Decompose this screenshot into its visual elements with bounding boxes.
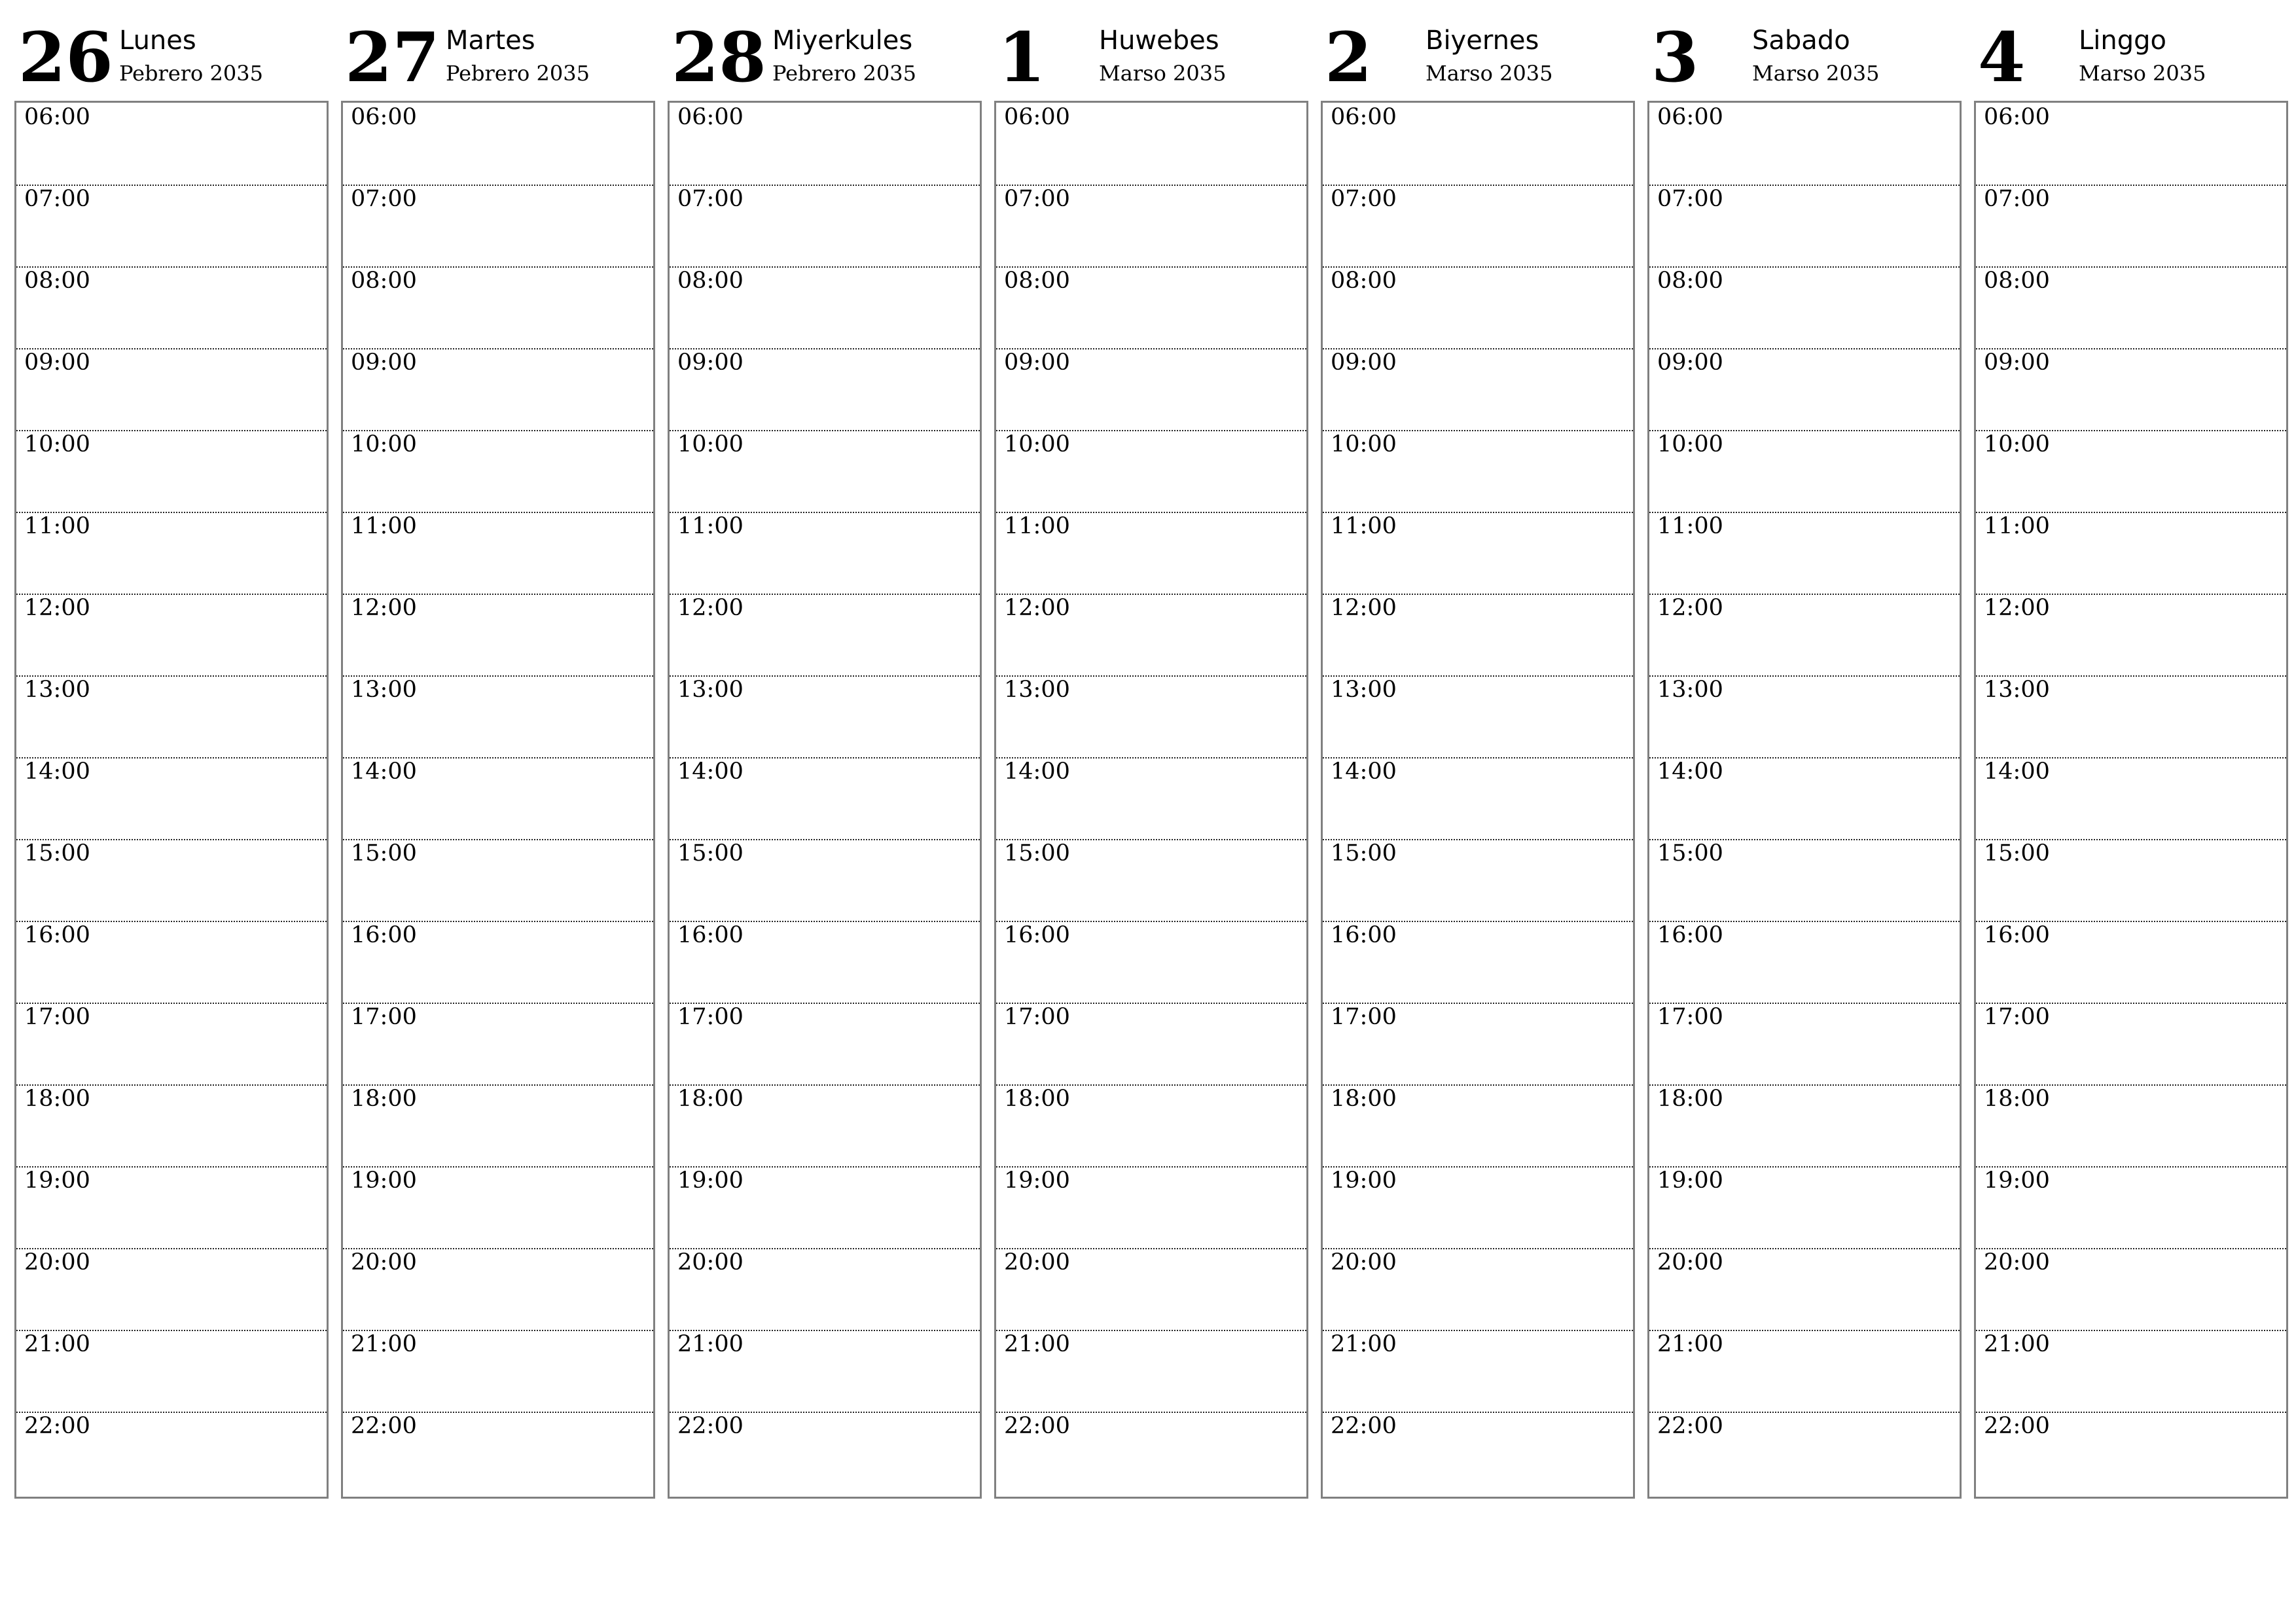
- hour-slot[interactable]: [1323, 1330, 1633, 1413]
- hour-slot[interactable]: [670, 1003, 980, 1086]
- hour-label: 13:00: [1984, 677, 2050, 703]
- hour-slot[interactable]: [1976, 1412, 2286, 1493]
- hour-slot[interactable]: [1323, 512, 1633, 595]
- month-year: Pebrero 2035: [446, 61, 590, 86]
- hour-slot[interactable]: [996, 1166, 1306, 1249]
- day-column: [341, 12, 654, 1499]
- hour-slot[interactable]: [996, 266, 1306, 349]
- hour-slot[interactable]: [1976, 348, 2286, 431]
- hour-slot[interactable]: [1649, 1248, 1960, 1331]
- hour-slot[interactable]: [996, 1412, 1306, 1493]
- day-column: [668, 12, 980, 1499]
- hour-label: 13:00: [1657, 677, 1723, 703]
- hour-slot[interactable]: [343, 839, 653, 922]
- hour-label: 17:00: [1331, 1004, 1397, 1030]
- hour-label: 16:00: [677, 922, 744, 948]
- hour-slot[interactable]: [1976, 266, 2286, 349]
- day-schedule-box: [341, 101, 655, 1499]
- day-schedule-box: [1321, 101, 1635, 1499]
- day-number: 3: [1651, 17, 1699, 98]
- hour-label: 20:00: [1984, 1249, 2050, 1275]
- hour-slot[interactable]: [1976, 594, 2286, 677]
- hour-slot[interactable]: [16, 921, 327, 1004]
- hour-label: 17:00: [1984, 1004, 2050, 1030]
- hour-label: 07:00: [351, 186, 417, 212]
- hour-label: 06:00: [351, 104, 417, 130]
- hour-label: 08:00: [351, 268, 417, 294]
- hour-slot[interactable]: [16, 1412, 327, 1493]
- hour-label: 07:00: [1657, 186, 1723, 212]
- hour-label: 11:00: [677, 513, 744, 539]
- hour-label: 18:00: [677, 1086, 744, 1112]
- hour-slot[interactable]: [1649, 348, 1960, 431]
- hour-slot[interactable]: [16, 512, 327, 595]
- hour-slot[interactable]: [343, 1248, 653, 1331]
- hour-label: 08:00: [1657, 268, 1723, 294]
- hour-label: 06:00: [1657, 104, 1723, 130]
- hour-slot[interactable]: [1649, 921, 1960, 1004]
- day-name: Huwebes: [1099, 26, 1219, 56]
- hour-slot[interactable]: [16, 839, 327, 922]
- hour-label: 22:00: [1984, 1413, 2050, 1439]
- hour-label: 07:00: [677, 186, 744, 212]
- hour-slot[interactable]: [1323, 594, 1633, 677]
- day-name: Martes: [446, 26, 535, 56]
- hour-slot[interactable]: [16, 675, 327, 758]
- hour-label: 22:00: [1004, 1413, 1070, 1439]
- hour-slot[interactable]: [1649, 839, 1960, 922]
- hour-slot[interactable]: [670, 1412, 980, 1493]
- month-year: Marso 2035: [1752, 61, 1880, 86]
- hour-label: 18:00: [1331, 1086, 1397, 1112]
- hour-label: 06:00: [1984, 104, 2050, 130]
- hour-label: 14:00: [1331, 758, 1397, 785]
- hour-slot[interactable]: [1649, 594, 1960, 677]
- day-schedule-box: [994, 101, 1308, 1499]
- hour-label: 07:00: [1984, 186, 2050, 212]
- hour-label: 17:00: [351, 1004, 417, 1030]
- hour-slot[interactable]: [1649, 757, 1960, 840]
- day-number: 4: [1978, 17, 2026, 98]
- hour-label: 08:00: [677, 268, 744, 294]
- hour-label: 19:00: [1984, 1168, 2050, 1194]
- hour-slot[interactable]: [343, 185, 653, 268]
- hour-slot[interactable]: [1323, 1166, 1633, 1249]
- hour-slot[interactable]: [996, 185, 1306, 268]
- hour-slot[interactable]: [1976, 1166, 2286, 1249]
- hour-slot[interactable]: [996, 594, 1306, 677]
- hour-label: 07:00: [1004, 186, 1070, 212]
- hour-label: 10:00: [1331, 431, 1397, 457]
- hour-label: 09:00: [1331, 349, 1397, 376]
- hour-label: 09:00: [351, 349, 417, 376]
- day-schedule-box: [1647, 101, 1962, 1499]
- day-name: Lunes: [119, 26, 196, 56]
- hour-slot[interactable]: [1323, 1084, 1633, 1168]
- hour-label: 20:00: [1004, 1249, 1070, 1275]
- day-header: [1974, 12, 2287, 101]
- hour-label: 19:00: [1004, 1168, 1070, 1194]
- hour-slot[interactable]: [670, 675, 980, 758]
- day-header: [994, 12, 1307, 101]
- hour-label: 17:00: [24, 1004, 90, 1030]
- day-column: [994, 12, 1307, 1499]
- hour-label: 11:00: [1331, 513, 1397, 539]
- hour-label: 16:00: [1331, 922, 1397, 948]
- hour-slot[interactable]: [670, 266, 980, 349]
- hour-label: 07:00: [24, 186, 90, 212]
- hour-slot[interactable]: [16, 1166, 327, 1249]
- hour-slot[interactable]: [1649, 1166, 1960, 1249]
- hour-label: 12:00: [1984, 595, 2050, 621]
- hour-label: 14:00: [1657, 758, 1723, 785]
- hour-slot[interactable]: [996, 512, 1306, 595]
- hour-label: 14:00: [677, 758, 744, 785]
- hour-slot[interactable]: [16, 185, 327, 268]
- day-number: 28: [672, 17, 766, 98]
- hour-slot[interactable]: [670, 430, 980, 513]
- hour-slot[interactable]: [670, 1166, 980, 1249]
- hour-label: 10:00: [24, 431, 90, 457]
- day-number: 26: [18, 17, 113, 98]
- hour-label: 20:00: [677, 1249, 744, 1275]
- day-schedule-box: [1974, 101, 2288, 1499]
- day-header: [341, 12, 654, 101]
- hour-slot[interactable]: [1323, 675, 1633, 758]
- hour-slot[interactable]: [670, 757, 980, 840]
- day-schedule-box: [668, 101, 982, 1499]
- hour-slot[interactable]: [343, 1166, 653, 1249]
- day-number: 27: [345, 17, 440, 98]
- hour-slot[interactable]: [1649, 1412, 1960, 1493]
- hour-slot[interactable]: [1323, 185, 1633, 268]
- hour-label: 13:00: [24, 677, 90, 703]
- hour-slot[interactable]: [343, 1412, 653, 1493]
- day-name: Sabado: [1752, 26, 1850, 56]
- hour-slot[interactable]: [1976, 1330, 2286, 1413]
- hour-slot[interactable]: [1323, 839, 1633, 922]
- hour-slot[interactable]: [16, 757, 327, 840]
- hour-label: 13:00: [677, 677, 744, 703]
- hour-slot[interactable]: [343, 103, 653, 186]
- day-name: Miyerkules: [772, 26, 913, 56]
- hour-label: 18:00: [1004, 1086, 1070, 1112]
- hour-slot[interactable]: [1976, 839, 2286, 922]
- hour-slot[interactable]: [1976, 1248, 2286, 1331]
- hour-label: 10:00: [677, 431, 744, 457]
- hour-label: 19:00: [24, 1168, 90, 1194]
- hour-label: 11:00: [1657, 513, 1723, 539]
- hour-label: 17:00: [677, 1004, 744, 1030]
- hour-label: 20:00: [1657, 1249, 1723, 1275]
- hour-label: 10:00: [351, 431, 417, 457]
- hour-slot[interactable]: [343, 757, 653, 840]
- hour-slot[interactable]: [1649, 1084, 1960, 1168]
- day-name: Biyernes: [1426, 26, 1539, 56]
- hour-label: 22:00: [1657, 1413, 1723, 1439]
- hour-slot[interactable]: [343, 512, 653, 595]
- hour-label: 18:00: [1657, 1086, 1723, 1112]
- hour-label: 22:00: [1331, 1413, 1397, 1439]
- hour-label: 13:00: [351, 677, 417, 703]
- hour-slot[interactable]: [343, 348, 653, 431]
- hour-slot[interactable]: [1323, 921, 1633, 1004]
- hour-label: 15:00: [677, 840, 744, 866]
- hour-label: 06:00: [24, 104, 90, 130]
- hour-label: 11:00: [1984, 513, 2050, 539]
- hour-label: 15:00: [1984, 840, 2050, 866]
- hour-slot[interactable]: [1649, 430, 1960, 513]
- hour-label: 20:00: [24, 1249, 90, 1275]
- hour-label: 17:00: [1004, 1004, 1070, 1030]
- hour-slot[interactable]: [996, 1330, 1306, 1413]
- hour-label: 11:00: [24, 513, 90, 539]
- hour-slot[interactable]: [996, 1003, 1306, 1086]
- hour-label: 10:00: [1004, 431, 1070, 457]
- hour-label: 21:00: [1984, 1331, 2050, 1357]
- hour-slot[interactable]: [16, 266, 327, 349]
- hour-slot[interactable]: [1323, 1003, 1633, 1086]
- hour-label: 15:00: [351, 840, 417, 866]
- hour-slot[interactable]: [670, 839, 980, 922]
- hour-slot[interactable]: [670, 185, 980, 268]
- hour-slot[interactable]: [996, 1248, 1306, 1331]
- hour-label: 20:00: [351, 1249, 417, 1275]
- hour-slot[interactable]: [343, 266, 653, 349]
- hour-slot[interactable]: [1649, 185, 1960, 268]
- hour-slot[interactable]: [670, 594, 980, 677]
- hour-label: 12:00: [677, 595, 744, 621]
- hour-label: 06:00: [1004, 104, 1070, 130]
- hour-label: 17:00: [1657, 1004, 1723, 1030]
- hour-label: 15:00: [24, 840, 90, 866]
- hour-slot[interactable]: [16, 1330, 327, 1413]
- hour-label: 14:00: [351, 758, 417, 785]
- hour-label: 12:00: [1657, 595, 1723, 621]
- hour-slot[interactable]: [996, 839, 1306, 922]
- hour-slot[interactable]: [670, 103, 980, 186]
- hour-label: 09:00: [1657, 349, 1723, 376]
- hour-slot[interactable]: [343, 1003, 653, 1086]
- hour-label: 08:00: [1004, 268, 1070, 294]
- hour-label: 12:00: [24, 595, 90, 621]
- hour-label: 15:00: [1331, 840, 1397, 866]
- month-year: Marso 2035: [1099, 61, 1227, 86]
- hour-label: 11:00: [1004, 513, 1070, 539]
- hour-label: 22:00: [351, 1413, 417, 1439]
- day-name: Linggo: [2079, 26, 2167, 56]
- hour-slot[interactable]: [16, 1084, 327, 1168]
- hour-label: 13:00: [1004, 677, 1070, 703]
- hour-label: 12:00: [1004, 595, 1070, 621]
- hour-slot[interactable]: [1976, 675, 2286, 758]
- hour-slot[interactable]: [16, 103, 327, 186]
- hour-slot[interactable]: [670, 1248, 980, 1331]
- hour-label: 11:00: [351, 513, 417, 539]
- hour-label: 08:00: [24, 268, 90, 294]
- hour-label: 14:00: [1984, 758, 2050, 785]
- hour-slot[interactable]: [16, 1248, 327, 1331]
- day-number: 2: [1325, 17, 1372, 98]
- hour-slot[interactable]: [1976, 103, 2286, 186]
- hour-label: 19:00: [677, 1168, 744, 1194]
- hour-label: 16:00: [24, 922, 90, 948]
- hour-label: 12:00: [351, 595, 417, 621]
- hour-label: 15:00: [1004, 840, 1070, 866]
- hour-slot[interactable]: [1976, 921, 2286, 1004]
- hour-slot[interactable]: [1976, 757, 2286, 840]
- hour-slot[interactable]: [1976, 185, 2286, 268]
- hour-slot[interactable]: [16, 594, 327, 677]
- day-column: [1974, 12, 2287, 1499]
- hour-label: 22:00: [677, 1413, 744, 1439]
- hour-slot[interactable]: [996, 103, 1306, 186]
- day-header: [668, 12, 980, 101]
- hour-slot[interactable]: [1323, 757, 1633, 840]
- hour-slot[interactable]: [996, 921, 1306, 1004]
- hour-slot[interactable]: [996, 1084, 1306, 1168]
- hour-slot[interactable]: [996, 757, 1306, 840]
- hour-slot[interactable]: [670, 348, 980, 431]
- hour-label: 07:00: [1331, 186, 1397, 212]
- day-column: [1321, 12, 1634, 1499]
- hour-label: 19:00: [1657, 1168, 1723, 1194]
- hour-slot[interactable]: [1649, 675, 1960, 758]
- hour-slot[interactable]: [1323, 103, 1633, 186]
- hour-label: 06:00: [677, 104, 744, 130]
- day-column: [14, 12, 327, 1499]
- hour-slot[interactable]: [1323, 348, 1633, 431]
- hour-label: 21:00: [24, 1331, 90, 1357]
- hour-label: 08:00: [1984, 268, 2050, 294]
- weekly-planner: [14, 12, 2288, 1499]
- hour-label: 18:00: [351, 1086, 417, 1112]
- hour-slot[interactable]: [343, 1084, 653, 1168]
- hour-label: 16:00: [1984, 922, 2050, 948]
- month-year: Marso 2035: [1426, 61, 1553, 86]
- hour-slot[interactable]: [670, 1330, 980, 1413]
- hour-slot[interactable]: [16, 1003, 327, 1086]
- month-year: Pebrero 2035: [772, 61, 916, 86]
- hour-slot[interactable]: [1649, 266, 1960, 349]
- hour-slot[interactable]: [1649, 1003, 1960, 1086]
- hour-slot[interactable]: [996, 348, 1306, 431]
- hour-label: 06:00: [1331, 104, 1397, 130]
- hour-label: 16:00: [1657, 922, 1723, 948]
- hour-slot[interactable]: [343, 430, 653, 513]
- hour-slot[interactable]: [1323, 430, 1633, 513]
- hour-label: 21:00: [351, 1331, 417, 1357]
- hour-label: 15:00: [1657, 840, 1723, 866]
- hour-label: 21:00: [1657, 1331, 1723, 1357]
- hour-slot[interactable]: [1976, 430, 2286, 513]
- hour-slot[interactable]: [996, 430, 1306, 513]
- hour-label: 19:00: [351, 1168, 417, 1194]
- hour-slot[interactable]: [16, 348, 327, 431]
- month-year: Marso 2035: [2079, 61, 2206, 86]
- hour-label: 13:00: [1331, 677, 1397, 703]
- day-schedule-box: [14, 101, 329, 1499]
- day-header: [14, 12, 327, 101]
- day-header: [1647, 12, 1960, 101]
- hour-label: 14:00: [1004, 758, 1070, 785]
- month-year: Pebrero 2035: [119, 61, 263, 86]
- hour-label: 20:00: [1331, 1249, 1397, 1275]
- hour-label: 10:00: [1657, 431, 1723, 457]
- hour-label: 21:00: [1004, 1331, 1070, 1357]
- hour-slot[interactable]: [1649, 1330, 1960, 1413]
- hour-slot[interactable]: [1976, 512, 2286, 595]
- hour-slot[interactable]: [343, 1330, 653, 1413]
- hour-slot[interactable]: [670, 921, 980, 1004]
- hour-label: 09:00: [1004, 349, 1070, 376]
- hour-slot[interactable]: [1323, 1248, 1633, 1331]
- hour-label: 14:00: [24, 758, 90, 785]
- hour-slot[interactable]: [343, 675, 653, 758]
- day-number: 1: [998, 17, 1046, 98]
- hour-label: 08:00: [1331, 268, 1397, 294]
- hour-label: 09:00: [1984, 349, 2050, 376]
- hour-slot[interactable]: [1649, 103, 1960, 186]
- hour-slot[interactable]: [670, 1084, 980, 1168]
- hour-slot[interactable]: [343, 921, 653, 1004]
- hour-slot[interactable]: [1323, 1412, 1633, 1493]
- hour-label: 10:00: [1984, 431, 2050, 457]
- hour-slot[interactable]: [1976, 1003, 2286, 1086]
- hour-label: 22:00: [24, 1413, 90, 1439]
- day-header: [1321, 12, 1634, 101]
- hour-label: 09:00: [24, 349, 90, 376]
- hour-label: 16:00: [1004, 922, 1070, 948]
- hour-slot[interactable]: [343, 594, 653, 677]
- hour-slot[interactable]: [1976, 1084, 2286, 1168]
- hour-label: 21:00: [1331, 1331, 1397, 1357]
- hour-label: 09:00: [677, 349, 744, 376]
- hour-label: 18:00: [1984, 1086, 2050, 1112]
- hour-label: 19:00: [1331, 1168, 1397, 1194]
- day-column: [1647, 12, 1960, 1499]
- hour-slot[interactable]: [16, 430, 327, 513]
- hour-label: 16:00: [351, 922, 417, 948]
- hour-slot[interactable]: [1323, 266, 1633, 349]
- hour-slot[interactable]: [1649, 512, 1960, 595]
- hour-slot[interactable]: [996, 675, 1306, 758]
- hour-slot[interactable]: [670, 512, 980, 595]
- hour-label: 21:00: [677, 1331, 744, 1357]
- hour-label: 18:00: [24, 1086, 90, 1112]
- hour-label: 12:00: [1331, 595, 1397, 621]
